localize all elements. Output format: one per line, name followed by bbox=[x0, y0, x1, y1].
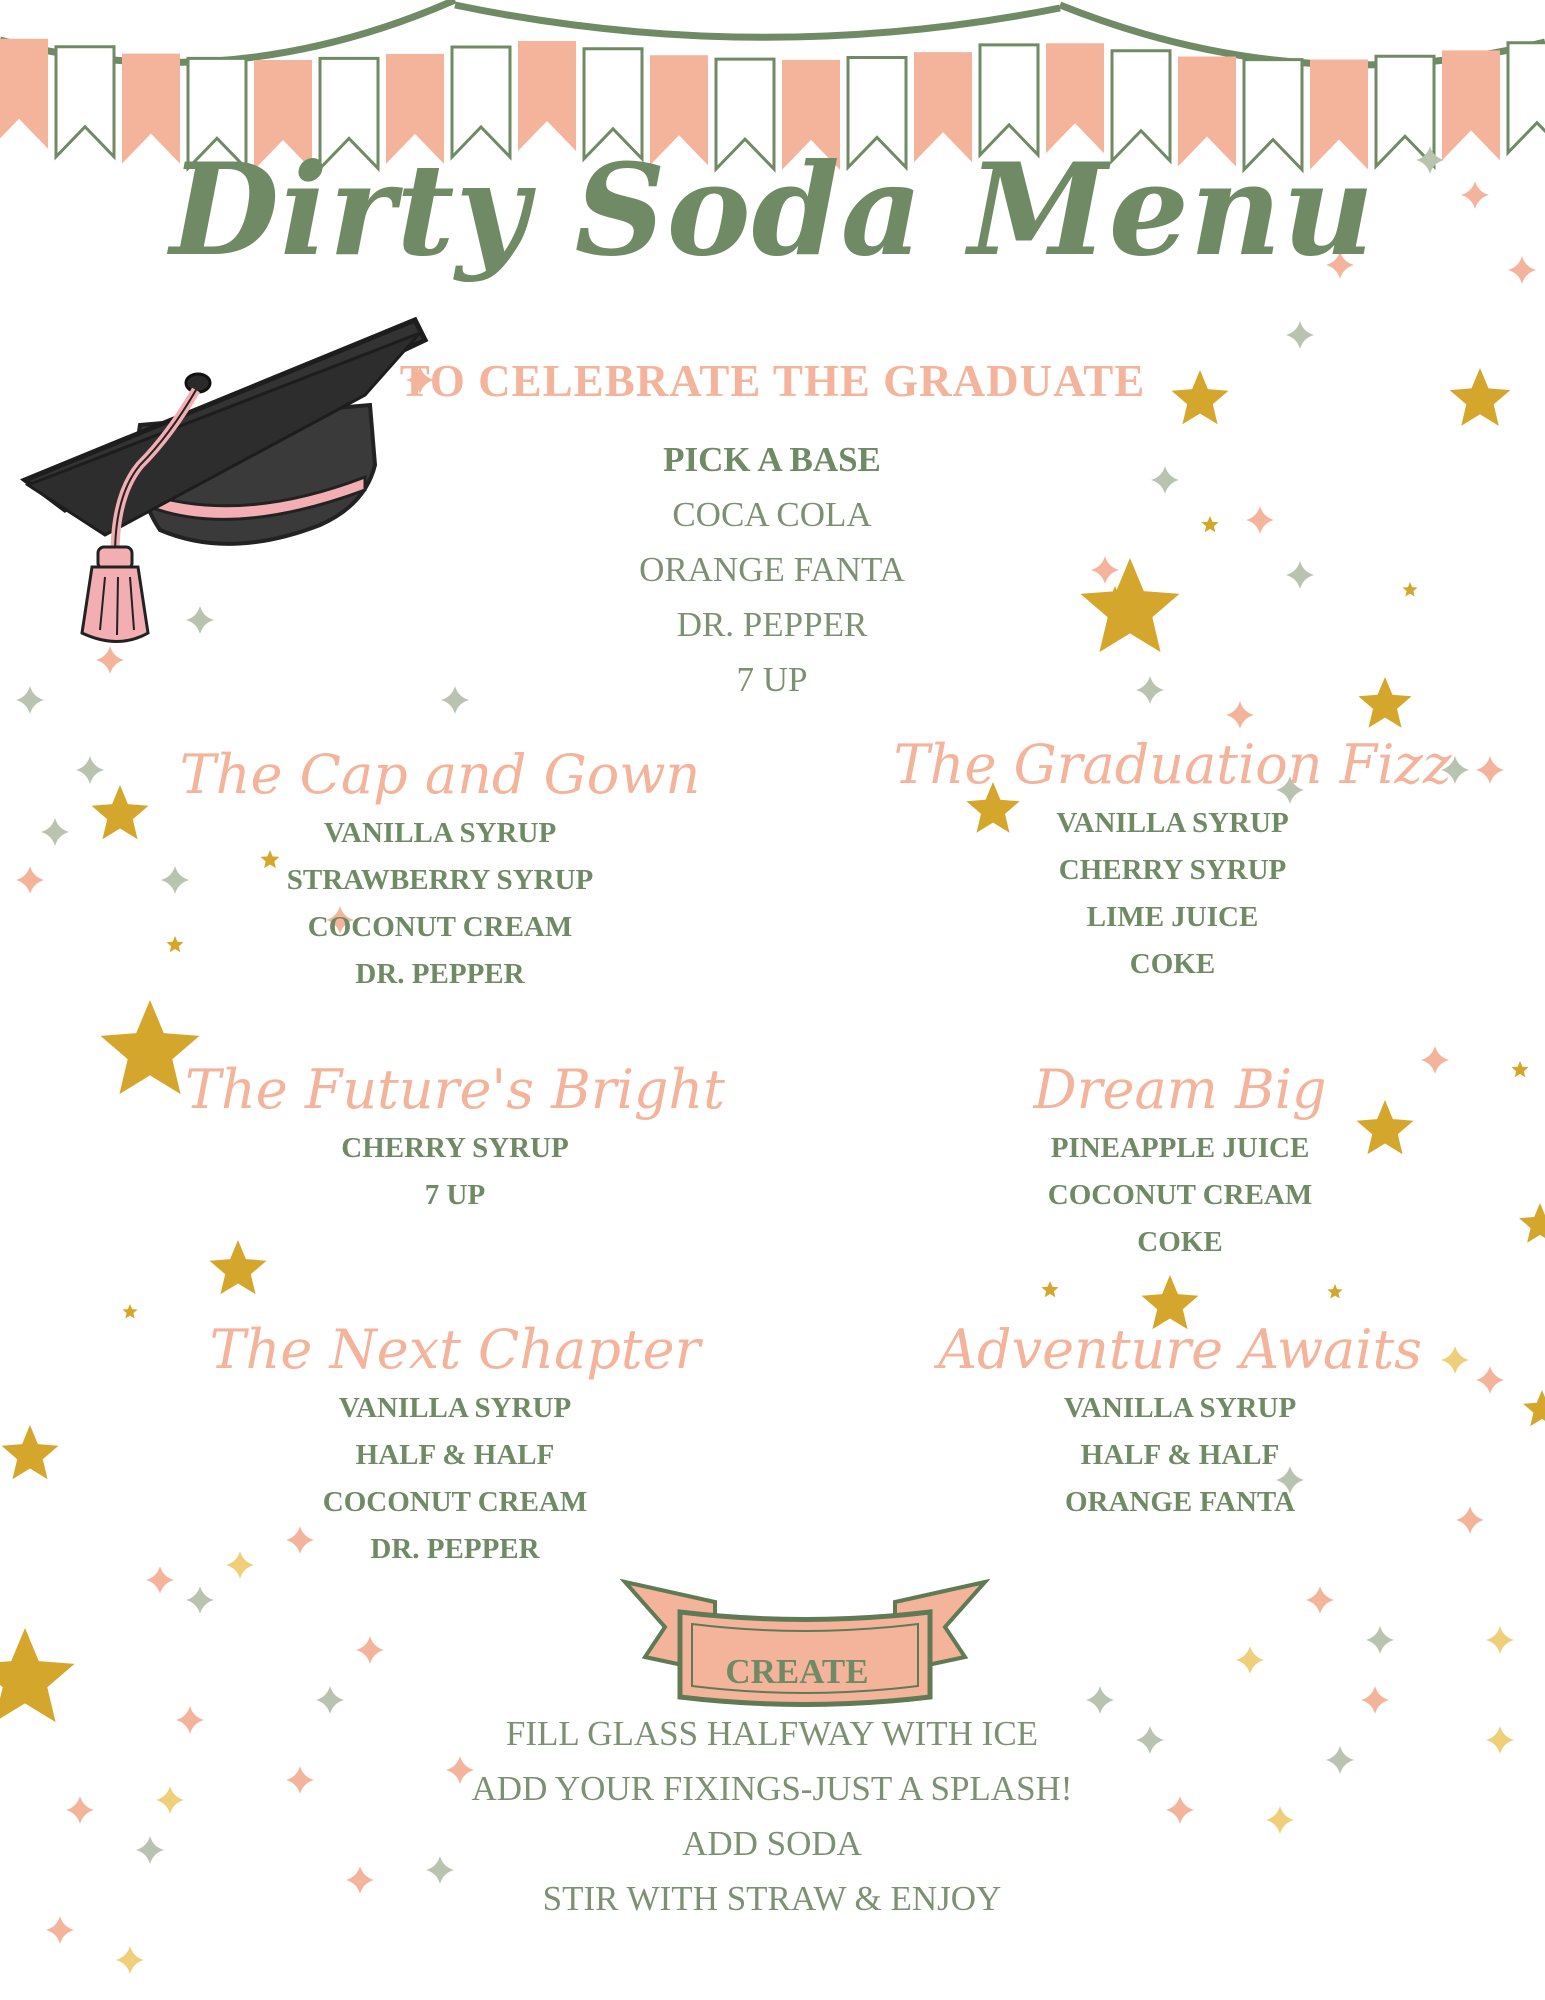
sparkle-icon bbox=[16, 866, 44, 894]
base-heading: PICK A BASE bbox=[663, 440, 881, 479]
drink-name: The Next Chapter bbox=[209, 1318, 701, 1381]
drink-name: Adventure Awaits bbox=[938, 1318, 1422, 1381]
drink-card bbox=[880, 1315, 1480, 1526]
create-step: ADD YOUR FIXINGS-JUST A SPLASH! bbox=[471, 1769, 1073, 1808]
sparkle-icon bbox=[1326, 1746, 1354, 1774]
sparkle-icon bbox=[156, 1786, 184, 1814]
drink-ingredient: 7 UP bbox=[424, 1179, 486, 1211]
create-step: STIR WITH STRAW & ENJOY bbox=[542, 1879, 1002, 1918]
drink-ingredient: HALF & HALF bbox=[355, 1439, 555, 1471]
sparkle-icon bbox=[1306, 1586, 1334, 1614]
drink-ingredient: COCONUT CREAM bbox=[307, 911, 573, 943]
drink-ingredient: VANILLA SYRUP bbox=[1063, 1392, 1297, 1424]
drink-ingredient: LIME JUICE bbox=[1086, 901, 1259, 933]
drink-ingredient: DR. PEPPER bbox=[370, 1533, 540, 1565]
gold-star-icon bbox=[1511, 1061, 1528, 1077]
drink-ingredient: COCONUT CREAM bbox=[322, 1486, 588, 1518]
drink-card bbox=[880, 1055, 1480, 1266]
gold-star-icon bbox=[1201, 516, 1218, 532]
sparkle-icon bbox=[1226, 701, 1254, 729]
drink-ingredient: CHERRY SYRUP bbox=[341, 1132, 569, 1164]
create-step: ADD SODA bbox=[682, 1824, 862, 1863]
drink-ingredient: COKE bbox=[1137, 1226, 1223, 1258]
drink-ingredient: COKE bbox=[1129, 948, 1216, 980]
drink-name: Dream Big bbox=[1033, 1058, 1327, 1121]
drink-ingredient: VANILLA SYRUP bbox=[323, 817, 557, 849]
drink-ingredient: STRAWBERRY SYRUP bbox=[286, 864, 594, 896]
page-title: Dirty Soda Menu bbox=[169, 136, 1376, 284]
sparkle-icon bbox=[186, 1586, 214, 1614]
drink-ingredient: COCONUT CREAM bbox=[1047, 1179, 1313, 1211]
sparkle-icon bbox=[46, 1916, 74, 1944]
drink-ingredient: VANILLA SYRUP bbox=[338, 1392, 572, 1424]
sparkle-icon bbox=[16, 686, 44, 714]
sparkle-icon bbox=[1236, 1646, 1264, 1674]
drink-ingredient: VANILLA SYRUP bbox=[1056, 807, 1289, 839]
sparkle-icon bbox=[346, 1866, 374, 1894]
sparkle-icon bbox=[1136, 676, 1164, 704]
drink-card bbox=[155, 1055, 755, 1219]
drink-name: The Future's Bright bbox=[185, 1058, 725, 1121]
gold-star-icon bbox=[1523, 1390, 1545, 1426]
sparkle-icon bbox=[41, 818, 69, 846]
sparkle-icon bbox=[356, 1636, 384, 1664]
base-section bbox=[472, 432, 1072, 707]
drink-ingredient: ORANGE FANTA bbox=[1064, 1486, 1296, 1518]
gold-star-icon bbox=[1041, 1281, 1058, 1297]
sparkle-icon bbox=[1486, 1626, 1514, 1654]
sparkle-icon bbox=[1486, 1726, 1514, 1754]
gold-star-icon bbox=[1327, 1284, 1342, 1299]
gold-star-icon bbox=[1519, 1203, 1545, 1243]
sparkle-icon bbox=[66, 1796, 94, 1824]
sparkle-icon bbox=[1476, 1366, 1504, 1394]
sparkle-icon bbox=[76, 756, 104, 784]
drink-card bbox=[155, 1315, 755, 1573]
drink-ingredient: CHERRY SYRUP bbox=[1058, 854, 1287, 886]
sparkle-icon bbox=[1286, 561, 1314, 589]
sparkle-icon bbox=[1266, 1806, 1294, 1834]
gold-star-icon bbox=[122, 1304, 137, 1319]
sparkle-icon bbox=[136, 1836, 164, 1864]
sparkle-icon bbox=[1366, 1626, 1394, 1654]
sparkle-icon bbox=[1286, 321, 1314, 349]
sparkle-icon bbox=[286, 1766, 314, 1794]
drink-name: The Graduation Fizz bbox=[893, 733, 1452, 796]
gold-star-icon bbox=[1402, 582, 1417, 597]
sparkle-icon bbox=[176, 1706, 204, 1734]
drink-ingredient: PINEAPPLE JUICE bbox=[1050, 1132, 1310, 1164]
gold-star-icon bbox=[1358, 677, 1411, 728]
gold-star-icon bbox=[0, 1628, 75, 1722]
gold-star-icon bbox=[1081, 558, 1180, 652]
base-item: DR. PEPPER bbox=[676, 605, 868, 644]
drink-card bbox=[130, 740, 750, 998]
gold-star-icon bbox=[2, 1425, 59, 1479]
sparkle-icon bbox=[1246, 506, 1274, 534]
sparkle-icon bbox=[1091, 556, 1119, 584]
drink-ingredient: DR. PEPPER bbox=[355, 958, 525, 990]
base-item: 7 UP bbox=[736, 660, 808, 699]
base-item: ORANGE FANTA bbox=[639, 550, 905, 589]
drink-card bbox=[840, 730, 1505, 988]
drink-name: The Cap and Gown bbox=[179, 743, 701, 806]
create-label: CREATE bbox=[725, 1652, 869, 1691]
base-item: COCA COLA bbox=[672, 495, 872, 534]
sparkle-icon bbox=[116, 1946, 144, 1974]
sparkle-icon bbox=[1361, 1686, 1389, 1714]
page-subtitle: TO CELEBRATE THE GRADUATE bbox=[399, 356, 1146, 406]
create-steps bbox=[372, 1706, 1172, 1926]
gold-star-icon bbox=[210, 1240, 267, 1294]
drink-ingredient: HALF & HALF bbox=[1080, 1439, 1280, 1471]
create-step: FILL GLASS HALFWAY WITH ICE bbox=[505, 1714, 1039, 1753]
sparkle-icon bbox=[441, 686, 469, 714]
sparkle-icon bbox=[1151, 466, 1179, 494]
sparkle-icon bbox=[316, 1686, 344, 1714]
